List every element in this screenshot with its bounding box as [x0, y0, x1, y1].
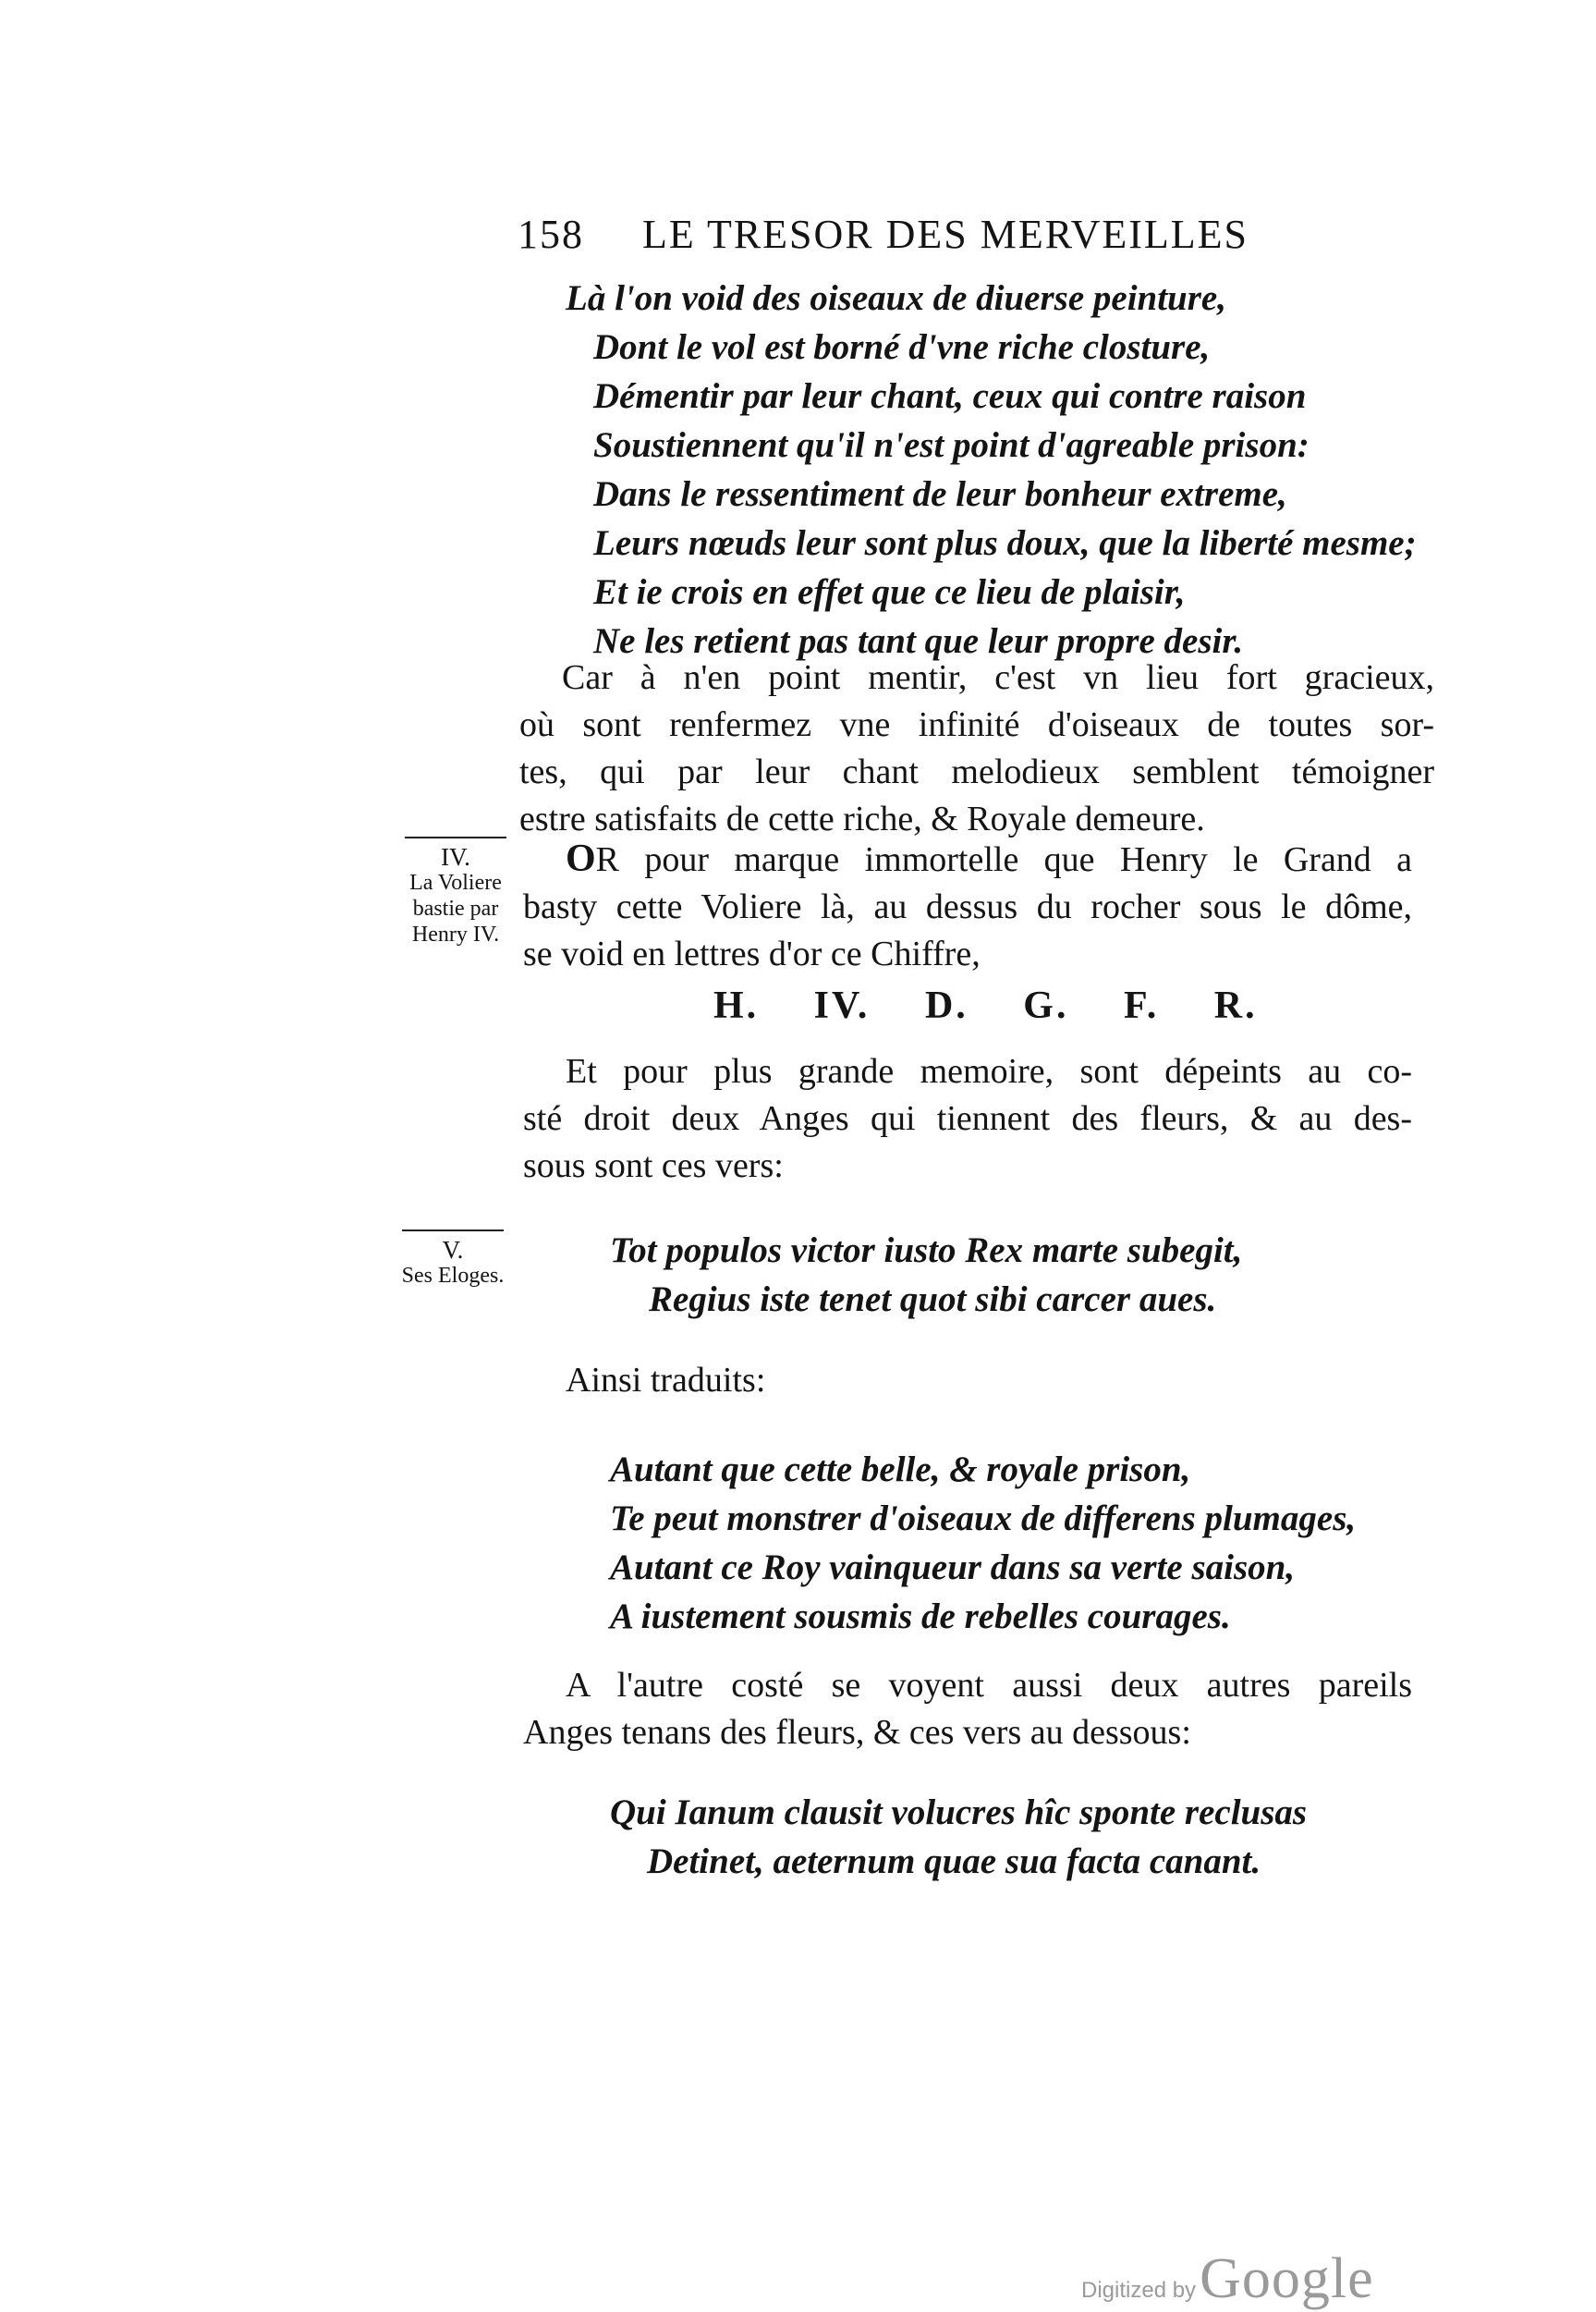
margin-note-iv: [386, 837, 525, 948]
verse-line: Et ie crois en effet que ce lieu de plaisir,: [593, 572, 1186, 612]
verse-line: Là l'on void des oiseaux de diuerse peinture,: [566, 278, 1226, 318]
verse-line: Autant que cette belle, & royale prison,: [610, 1450, 1191, 1489]
verse-line: Soustiennent qu'il n'est point d'agreable prison:: [593, 425, 1310, 465]
text-line: se void en lettres d'or ce Chiffre,: [523, 935, 981, 973]
text-line: sous sont ces vers:: [523, 1146, 784, 1185]
text-line: Anges tenans des fleurs, & ces vers au dessous:: [523, 1713, 1191, 1752]
cipher-letter: H.: [713, 985, 760, 1027]
royal-cipher: [713, 984, 1300, 1028]
verse-line: Detinet, aeternum quae sua facta canant.: [647, 1841, 1261, 1881]
cipher-letter: IV.: [813, 985, 871, 1027]
margin-note-line: bastie par: [412, 897, 499, 921]
text-line: Et pour plus grande memoire, sont dépeints au co-: [566, 1052, 1412, 1091]
cipher-letter: D.: [924, 985, 969, 1027]
page-number: 158: [518, 212, 584, 257]
cipher-letter: R.: [1213, 985, 1258, 1027]
running-title: LE TRESOR DES MERVEILLES: [642, 212, 1249, 257]
paragraph-3: [523, 1048, 1412, 1190]
margin-note-number: V.: [442, 1236, 464, 1264]
verse-block-2: [610, 1445, 1356, 1641]
verse-line: Démentir par leur chant, ceux qui contre raison: [593, 376, 1307, 416]
text-line: basty cette Voliere là, au dessus du rocher sous le dôme,: [523, 887, 1412, 926]
text-line: A l'autre costé se voyent aussi deux autres pareils: [566, 1666, 1412, 1705]
text-line: Car à n'en point mentir, c'est vn lieu fort gracieux,: [562, 658, 1434, 697]
verse-line: Tot populos victor iusto Rex marte subegit,: [610, 1230, 1243, 1270]
margin-rule: [402, 1229, 504, 1231]
text-line: Ainsi traduits:: [566, 1361, 766, 1400]
verse-line: Qui Ianum clausit volucres hîc sponte reclusas: [610, 1792, 1308, 1832]
verse-line: Leurs nœuds leur sont plus doux, que la liberté mesme;: [593, 523, 1417, 563]
latin-verses-1: [610, 1226, 1242, 1324]
watermark-prefix: Digitized by: [1081, 2278, 1197, 2303]
verse-line: Dont le vol est borné d'vne riche closture,: [593, 327, 1211, 367]
verse-line: Dans le ressentiment de leur bonheur extreme,: [593, 474, 1287, 514]
margin-note-line: Ses Eloges.: [401, 1264, 505, 1288]
text-line: où sont renfermez vne infinité d'oiseaux de toutes sor-: [519, 705, 1434, 744]
verse-line: Regius iste tenet quot sibi carcer aues.: [649, 1279, 1217, 1319]
text-line: estre satisfaits de cette riche, & Royale demeure.: [519, 800, 1205, 838]
translated-label: [566, 1357, 765, 1404]
verse-line: Te peut monstrer d'oiseaux de differens plumages,: [610, 1499, 1357, 1538]
running-header: [518, 211, 1294, 258]
paragraph-2: [523, 836, 1412, 978]
paragraph-4: [523, 1662, 1412, 1756]
paragraph-1: [519, 654, 1434, 843]
cipher-letter: G.: [1023, 985, 1069, 1027]
cipher-letter: F.: [1123, 985, 1160, 1027]
margin-rule: [405, 837, 506, 838]
drop-letter: O: [566, 838, 596, 880]
verse-line: Ne les retient pas tant que leur propre desir.: [593, 621, 1244, 661]
margin-note-number: IV.: [441, 843, 470, 871]
margin-note-line: Henry IV.: [411, 923, 500, 947]
margin-note-v: [379, 1229, 527, 1289]
verse-line: Autant ce Roy vainqueur dans sa verte saison,: [610, 1547, 1296, 1587]
verse-block-1: [566, 274, 1417, 666]
google-logo: Google: [1200, 2247, 1374, 2310]
margin-note-line: La Voliere: [409, 871, 502, 895]
digitized-watermark: [1081, 2246, 1374, 2312]
verse-line: A iustement sousmis de rebelles courages.: [610, 1596, 1231, 1636]
latin-verses-2: [610, 1788, 1307, 1886]
text-line: tes, qui par leur chant melodieux semblent témoigner: [519, 752, 1434, 791]
text-line: sté droit deux Anges qui tiennent des fleurs, & au des-: [523, 1099, 1412, 1138]
text-line: [523, 836, 1412, 884]
text-run: R pour marque immortelle que Henry le Grand a: [595, 840, 1412, 879]
